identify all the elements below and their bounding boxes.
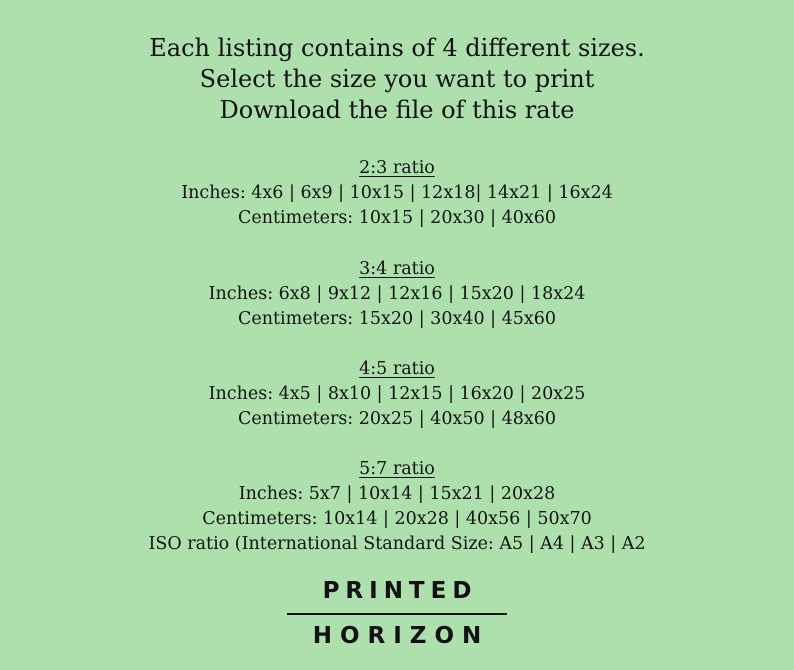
logo-divider	[287, 613, 507, 615]
ratio-section-5-7	[0, 457, 794, 557]
iso-sizes: ISO ratio (International Standard Size: A5 | A4 | A3 | A2	[148, 534, 646, 554]
intro-line-1: Each listing contains of 4 different sizes.	[149, 34, 645, 62]
inches-sizes: Inches: 5x7 | 10x14 | 15x21 | 20x28	[238, 484, 556, 504]
logo-word-horizon: HORIZON	[312, 623, 490, 649]
intro-text	[0, 33, 794, 126]
intro-line-3: Download the file of this rate	[219, 96, 575, 124]
ratio-section-3-4	[0, 257, 794, 332]
ratio-title: 3:4 ratio	[359, 259, 435, 279]
inches-sizes: Inches: 4x5 | 8x10 | 12x15 | 16x20 | 20x25	[208, 384, 586, 404]
ratio-title: 4:5 ratio	[359, 359, 435, 379]
centimeter-sizes: Centimeters: 20x25 | 40x50 | 48x60	[237, 409, 557, 429]
centimeter-sizes: Centimeters: 10x15 | 20x30 | 40x60	[237, 208, 557, 228]
ratio-title: 2:3 ratio	[359, 158, 435, 178]
ratio-section-2-3	[0, 156, 794, 231]
brand-logo	[287, 574, 507, 653]
inches-sizes: Inches: 6x8 | 9x12 | 12x16 | 15x20 | 18x24	[208, 284, 586, 304]
ratio-title: 5:7 ratio	[359, 459, 435, 479]
centimeter-sizes: Centimeters: 15x20 | 30x40 | 45x60	[237, 309, 557, 329]
ratio-section-4-5	[0, 357, 794, 432]
inches-sizes: Inches: 4x6 | 6x9 | 10x15 | 12x18| 14x21 | 16x24	[181, 183, 613, 203]
logo-word-printed: PRINTED	[322, 578, 478, 604]
centimeter-sizes: Centimeters: 10x14 | 20x28 | 40x56 | 50x70	[202, 509, 592, 529]
intro-line-2: Select the size you want to print	[199, 65, 595, 93]
